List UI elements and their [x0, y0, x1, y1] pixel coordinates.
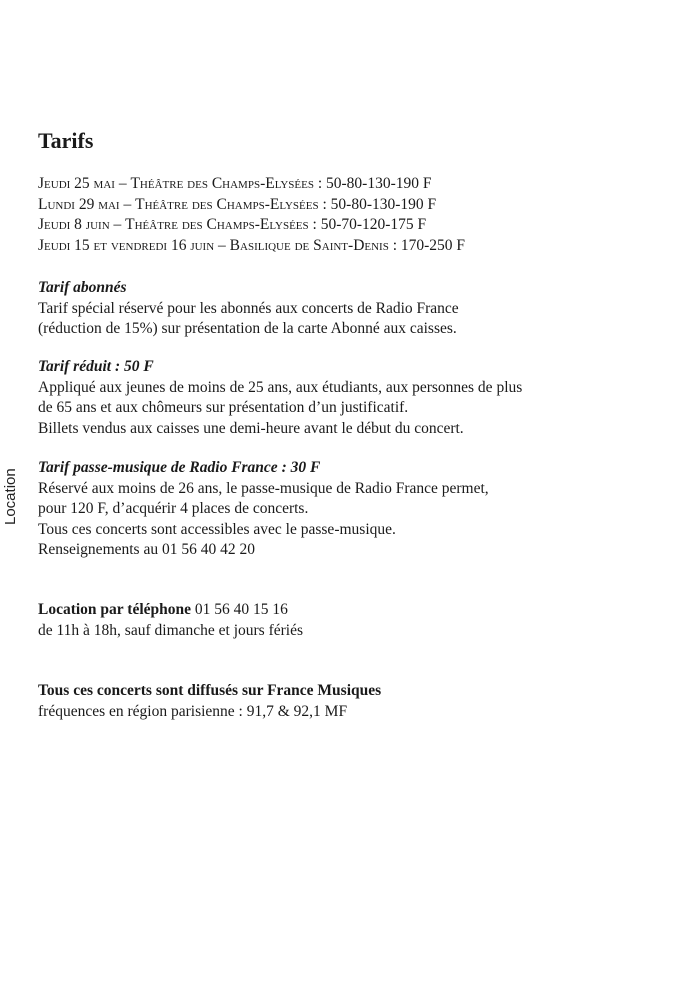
dates-list — [38, 174, 638, 256]
section-heading: Tarif abonnés — [38, 279, 127, 296]
telephone-section — [38, 600, 638, 641]
section-heading: Tarif passe-musique de Radio France : 30 F — [38, 459, 321, 476]
page-title: Tarifs — [38, 128, 94, 153]
text-line: Tous ces concerts sont accessibles avec le passe-musique. — [38, 520, 396, 538]
tarif-reduit-section — [38, 357, 638, 439]
diffusion-heading: Tous ces concerts sont diffusés sur France Musiques — [38, 682, 382, 699]
telephone-line — [38, 600, 638, 621]
date-line: Jeudi 25 mai – Théâtre des Champs-Elysées : 50-80-130-190 F — [38, 175, 432, 192]
text-line: pour 120 F, d’acquérir 4 places de concerts. — [38, 500, 309, 517]
telephone-hours: de 11h à 18h, sauf dimanche et jours fériés — [38, 621, 303, 639]
side-tab — [2, 455, 24, 525]
text-line: Billets vendus aux caisses une demi-heure avant le début du concert. — [38, 419, 464, 437]
tarif-passe-section — [38, 458, 638, 561]
telephone-number: 01 56 40 15 16 — [191, 601, 288, 618]
section-heading: Tarif réduit : 50 F — [38, 358, 154, 375]
diffusion-frequencies: fréquences en région parisienne : 91,7 & 92,1 MF — [38, 702, 348, 720]
tarif-abonnes-section — [38, 278, 638, 340]
diffusion-section — [38, 681, 638, 722]
telephone-label: Location par téléphone — [38, 601, 191, 618]
side-label: Location — [2, 468, 19, 525]
text-line: Tarif spécial réservé pour les abonnés aux concerts de Radio France — [38, 299, 459, 317]
date-line: Jeudi 15 et vendredi 16 juin – Basilique de Saint-Denis : 170-250 F — [38, 236, 466, 254]
date-line: Lundi 29 mai – Théâtre des Champs-Elysées : 50-80-130-190 F — [38, 195, 437, 213]
date-line: Jeudi 8 juin – Théâtre des Champs-Elysées : 50-70-120-175 F — [38, 216, 427, 233]
text-line: de 65 ans et aux chômeurs sur présentation d’un justificatif. — [38, 399, 409, 416]
text-line: (réduction de 15%) sur présentation de la carte Abonné aux caisses. — [38, 320, 457, 337]
text-line: Renseignements au 01 56 40 42 20 — [38, 541, 255, 558]
text-line: Appliqué aux jeunes de moins de 25 ans, aux étudiants, aux personnes de plus — [38, 378, 523, 396]
text-line: Réservé aux moins de 26 ans, le passe-musique de Radio France permet, — [38, 479, 489, 497]
